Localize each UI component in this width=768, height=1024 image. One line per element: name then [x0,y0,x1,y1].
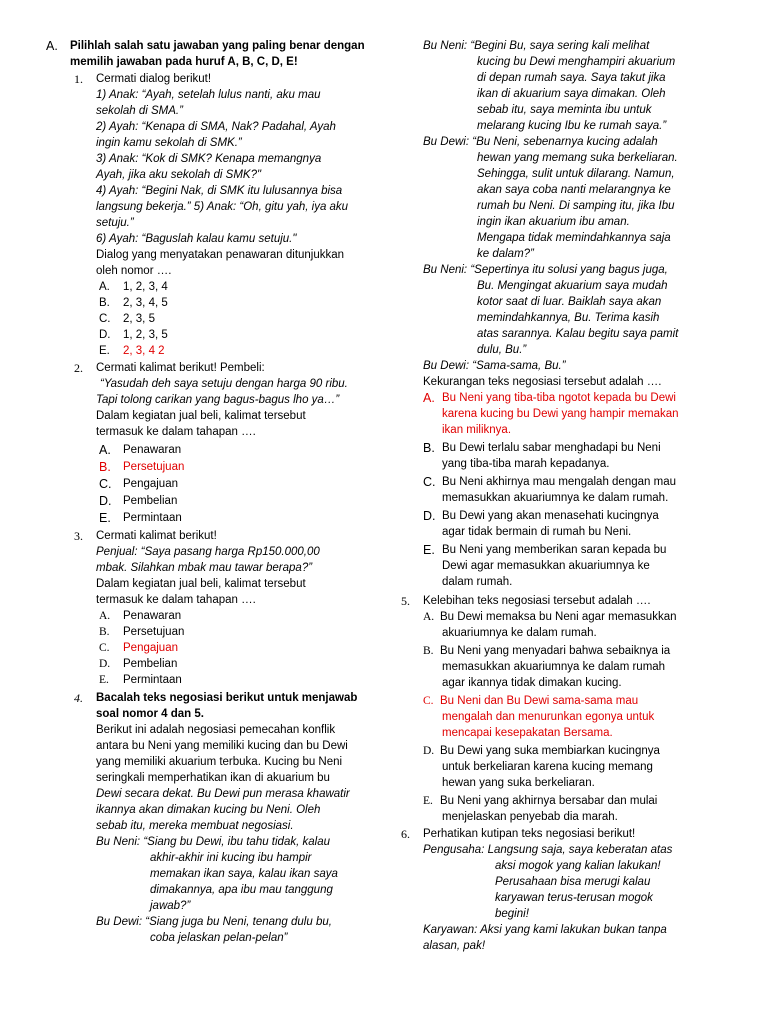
speaker-label: Bu Dewi: [423,136,470,148]
option-a[interactable] [96,442,358,459]
option-c-answer[interactable] [96,640,358,656]
dialog-line: Ayah, jika aku sekolah di SMK?" [96,169,262,181]
dialog-line: sebab itu, saya meminta ibu untuk [477,104,652,116]
dialog-line: 6) Ayah: “Baguslah kalau kamu setuju." [96,233,297,245]
option-letter: A. [99,443,111,457]
option-text: Bu Neni yang memberikan saran kepada bu [442,544,667,556]
dialog-line: ingin ikan akuarium ibu aman. [477,216,630,228]
option-text: memasukkan akuariumnya ke dalam rumah. [442,492,669,504]
dialog-line: Mengapa tidak memindahkannya saja [477,232,671,244]
dialog-line: aksi mogok yang kalian lakukan! [495,860,661,872]
option-letter: B. [99,297,110,309]
question-text: Kekurangan teks negosiasi tersebut adalah …. [423,376,662,388]
question-text: termasuk ke dalam tahapan …. [96,594,256,606]
quote-line: mbak. Silahkan mbak mau tawar berapa?” [96,562,313,574]
dialog-block [96,87,358,247]
dialog-line: memindahkannya, Bu. Terima kasih [477,312,660,324]
option-text: mencapai kesepakatan Bersama. [442,727,613,739]
option-d[interactable] [96,493,358,510]
option-text: Penawaran [123,610,182,622]
option-letter: D. [99,658,111,670]
question-number: 1. [74,72,83,86]
dialog-line: alasan, pak! [423,940,486,952]
dialog-line: memakan ikan saya, kalau ikan saya [150,868,338,880]
reading-paragraph: yang memiliki akuarium terbuka. Kucing bu Neni [96,756,343,768]
dialog-line: 2) Ayah: “Kenapa di SMA, Nak? Padahal, Ayah [96,121,336,133]
dialog-line: 4) Ayah: “Begini Nak, di SMK itu lulusannya bisa [96,185,343,197]
option-letter: B. [99,460,111,474]
option-c[interactable] [423,474,685,506]
option-text: 2, 3, 4 2 [123,345,165,357]
option-b-answer[interactable] [96,459,358,476]
option-text: mengalah dan menurunkan egonya untuk [442,711,655,723]
dialog-line: setuju.” [96,217,134,229]
question-text: Cermati dialog berikut! [96,73,212,85]
dialog-line: Bu. Mengingat akuarium saya mudah [477,280,668,292]
option-text: Penawaran [123,444,182,456]
option-text: untuk berkeliaran karena kucing memang [442,761,653,773]
question-number: 5. [401,594,410,608]
option-d[interactable] [96,327,358,343]
option-e[interactable] [423,542,685,590]
instruction-line: Pilihlah salah satu jawaban yang paling benar dengan [70,40,365,52]
option-text: Bu Neni akhirnya mau mengalah dengan mau [442,476,676,488]
dialog-line: dulu, Bu.” [477,344,527,356]
option-letter: A. [99,281,110,293]
question-text: Dalam kegiatan jual beli, kalimat tersebut [96,578,306,590]
option-text: Pengajuan [123,642,178,654]
option-text: yang tiba-tiba marah kepadanya. [442,458,610,470]
option-letter: A. [423,391,435,405]
dialog-line: Sehingga, sulit untuk dilarang. Namun, [477,168,675,180]
option-text: Bu Neni yang tiba-tiba ngotot kepada bu Dewi [442,392,676,404]
left-column [46,38,365,946]
option-letter: A. [423,611,435,623]
dialog-turn [395,358,685,374]
option-e-answer[interactable] [96,343,358,359]
quote-line: Tapi tolong carikan yang bagus-bagus lho ya…” [96,394,340,406]
question-text: Cermati kalimat berikut! Pembeli: [96,362,265,374]
option-text: Pembelian [123,495,178,507]
dialog-line: karyawan terus-terusan mogok [495,892,653,904]
option-c[interactable] [96,311,358,327]
option-letter: B. [423,441,435,455]
question-text: Dialog yang menyatakan penawaran ditunjukkan [96,249,345,261]
dialog-line: ikan di akuarium saya dimakan. Oleh [477,88,666,100]
speaker-label: Pengusaha: [423,844,485,856]
dialog-line: “Sepertinya itu solusi yang bagus juga, [470,264,668,276]
option-letter: C. [99,313,111,325]
dialog-line: 1) Anak: “Ayah, setelah lulus nanti, aku mau [96,89,321,101]
question-4 [48,690,358,946]
right-column [395,38,685,954]
question-4-options [395,374,685,590]
section-a-instruction [46,38,365,70]
option-letter: C. [99,642,110,654]
option-letter: D. [423,745,435,757]
reading-paragraph: ikannya akan dimakan kucing bu Neni. Oleh [96,804,321,816]
option-b[interactable] [423,643,685,691]
dialog-line: Langsung saja, saya keberatan atas [487,844,673,856]
reading-heading: soal nomor 4 dan 5. [96,708,204,720]
option-letter: E. [99,345,110,357]
option-text: memasukkan akuariumnya ke dalam rumah [442,661,666,673]
dialog-line: 3) Anak: “Kok di SMK? Kenapa memangnya [96,153,322,165]
dialog-turn [395,134,685,262]
option-letter: C. [423,475,436,489]
option-d[interactable] [96,656,358,672]
option-text: Bu Neni yang menyadari bahwa sebaiknya ia [440,645,671,657]
section-a-marker: A. [46,39,58,53]
question-1 [48,71,358,359]
option-text: Permintaan [123,512,182,524]
dialog-turn [423,922,685,954]
reading-heading: Bacalah teks negosiasi berikut untuk menjawab [96,692,358,704]
question-6 [395,826,685,954]
question-5 [395,593,685,825]
dialog-line: jawab?” [150,900,191,912]
dialog-line: ke dalam?” [477,248,534,260]
reading-paragraph: seringkali memperhatikan ikan di akuarium bu [96,772,330,784]
dialog-line: atas sarannya. Kalau begitu saya pamit [477,328,679,340]
dialog-line: ingin kamu sekolah di SMK.” [96,137,242,149]
question-number: 3. [74,529,83,543]
option-e[interactable] [423,793,685,825]
speaker-label: Bu Neni: [423,40,468,52]
question-number: 6. [401,827,410,841]
dialog-line: Aksi yang kami lakukan bukan tanpa [480,924,667,936]
option-letter: D. [99,329,111,341]
option-d[interactable] [423,743,685,791]
question-text: Cermati kalimat berikut! [96,530,217,542]
dialog-line: rumah bu Neni. Di samping itu, jika Ibu [477,200,675,212]
option-e[interactable] [96,510,358,527]
option-text: Dewi agar memasukkan akuariumnya ke [442,560,650,572]
speaker-label: Karyawan: [423,924,478,936]
option-letter: C. [423,695,434,707]
dialog-line: melarang kucing Ibu ke rumah saya.” [477,120,667,132]
option-text: agar tidak bermain di rumah bu Neni. [442,526,632,538]
option-text: Bu Neni yang akhirnya bersabar dan mulai [440,795,658,807]
question-text: oleh nomor …. [96,265,172,277]
option-text: 1, 2, 3, 4 [123,281,168,293]
option-letter: D. [423,509,436,523]
option-letter: A. [99,610,111,622]
question-text: Perhatikan kutipan teks negosiasi berikut! [423,828,636,840]
dialog-line: dimakannya, apa ibu mau tanggung [150,884,333,896]
option-c[interactable] [96,476,358,493]
option-a-answer[interactable] [423,390,685,438]
reading-paragraph: Dewi secara dekat. Bu Dewi pun merasa khawatir [96,788,350,800]
dialog-turn [96,834,358,914]
option-letter: E. [423,543,435,557]
dialog-line: “Bu Neni, sebenarnya kucing adalah [472,136,658,148]
dialog-line: hewan yang memang suka berkeliaran. [477,152,678,164]
dialog-line: “Siang juga bu Neni, tenang dulu bu, [145,916,332,928]
dialog-turn [96,914,358,946]
speaker-label: Bu Dewi: [423,360,470,372]
option-a[interactable] [96,279,358,295]
dialog-line: akhir-akhir ini kucing ibu hampir [150,852,312,864]
dialog-line: “Sama-sama, Bu.” [472,360,566,372]
option-text: Bu Dewi yang suka membiarkan kucingnya [440,745,660,757]
question-number: 4. [74,691,83,705]
dialog-line: “Siang bu Dewi, ibu tahu tidak, kalau [143,836,330,848]
option-letter: B. [99,626,110,638]
dialog-line: kotor saat di luar. Baiklah saya akan [477,296,662,308]
dialog-turn [395,38,685,134]
option-letter: C. [99,477,112,491]
question-3 [48,528,358,688]
option-text: karena kucing bu Dewi yang hampir memakan [442,408,679,420]
dialog-line: begini! [495,908,529,920]
dialog-line: di depan rumah saya. Saya takut jika [477,72,666,84]
dialog-line: akan saya coba nanti melarangnya ke [477,184,671,196]
quote-line: Penjual: “Saya pasang harga Rp150.000,00 [96,546,320,558]
option-text: Bu Dewi memaksa bu Neni agar memasukkan [440,611,677,623]
option-text: Pembelian [123,658,178,670]
speaker-label: Bu Neni: [423,264,468,276]
option-text: Persetujuan [123,626,185,638]
option-text: Persetujuan [123,461,185,473]
option-text: dalam rumah. [442,576,513,588]
speaker-label: Bu Neni: [96,836,141,848]
option-text: Bu Dewi yang akan menasehati kucingnya [442,510,659,522]
dialog-turn [395,262,685,358]
dialog-line: Perusahaan bisa merugi kalau [495,876,651,888]
reading-paragraph: antara bu Neni yang memiliki kucing dan bu Dewi [96,740,348,752]
option-b[interactable] [96,624,358,640]
quote-line: “Yasudah deh saya setuju dengan harga 90 ribu. [100,378,348,390]
option-text: ikan miliknya. [442,424,512,436]
option-text: Pengajuan [123,478,178,490]
dialog-turn [423,842,685,922]
option-text: agar ikannya tidak dimakan kucing. [442,677,622,689]
instruction-line: memilih jawaban pada huruf A, B, C, D, E! [70,56,298,68]
dialog-line: “Begini Bu, saya sering kali melihat [470,40,650,52]
question-text: Kelebihan teks negosiasi tersebut adalah …. [423,595,651,607]
option-text: 1, 2, 3, 5 [123,329,168,341]
question-text: termasuk ke dalam tahapan …. [96,426,256,438]
question-text: Dalam kegiatan jual beli, kalimat tersebut [96,410,306,422]
option-letter: E. [99,511,111,525]
option-d[interactable] [423,508,685,540]
option-text: hewan yang suka berkeliaran. [442,777,595,789]
option-letter: E. [99,674,109,686]
dialog-line: langsung bekerja.” 5) Anak: “Oh, gitu yah, iya aku [96,201,349,213]
dialog-line: coba jelaskan pelan-pelan” [150,932,288,944]
option-c-answer[interactable] [423,693,685,741]
question-number: 2. [74,361,83,375]
option-b[interactable] [423,440,685,472]
option-text: menjelaskan penyebab dia marah. [442,811,618,823]
option-text: akuariumnya ke dalam rumah. [442,627,597,639]
reading-paragraph: sebab itu, mereka membuat negosiasi. [96,820,294,832]
option-b[interactable] [96,295,358,311]
option-letter: D. [99,494,112,508]
dialog-line: kucing bu Dewi menghampiri akuarium [477,56,676,68]
option-a[interactable] [423,609,685,641]
speaker-label: Bu Dewi: [96,916,143,928]
option-a[interactable] [96,608,358,624]
option-text: Permintaan [123,674,182,686]
question-2 [48,360,358,527]
option-text: 2, 3, 5 [123,313,155,325]
option-letter: E. [423,795,433,807]
option-text: Bu Dewi terlalu sabar menghadapi bu Neni [442,442,661,454]
dialog-line: sekolah di SMA.” [96,105,183,117]
option-text: 2, 3, 4, 5 [123,297,168,309]
option-text: Bu Neni dan Bu Dewi sama-sama mau [440,695,639,707]
option-letter: B. [423,645,434,657]
reading-paragraph: Berikut ini adalah negosiasi pemecahan konflik [96,724,336,736]
option-e[interactable] [96,672,358,688]
